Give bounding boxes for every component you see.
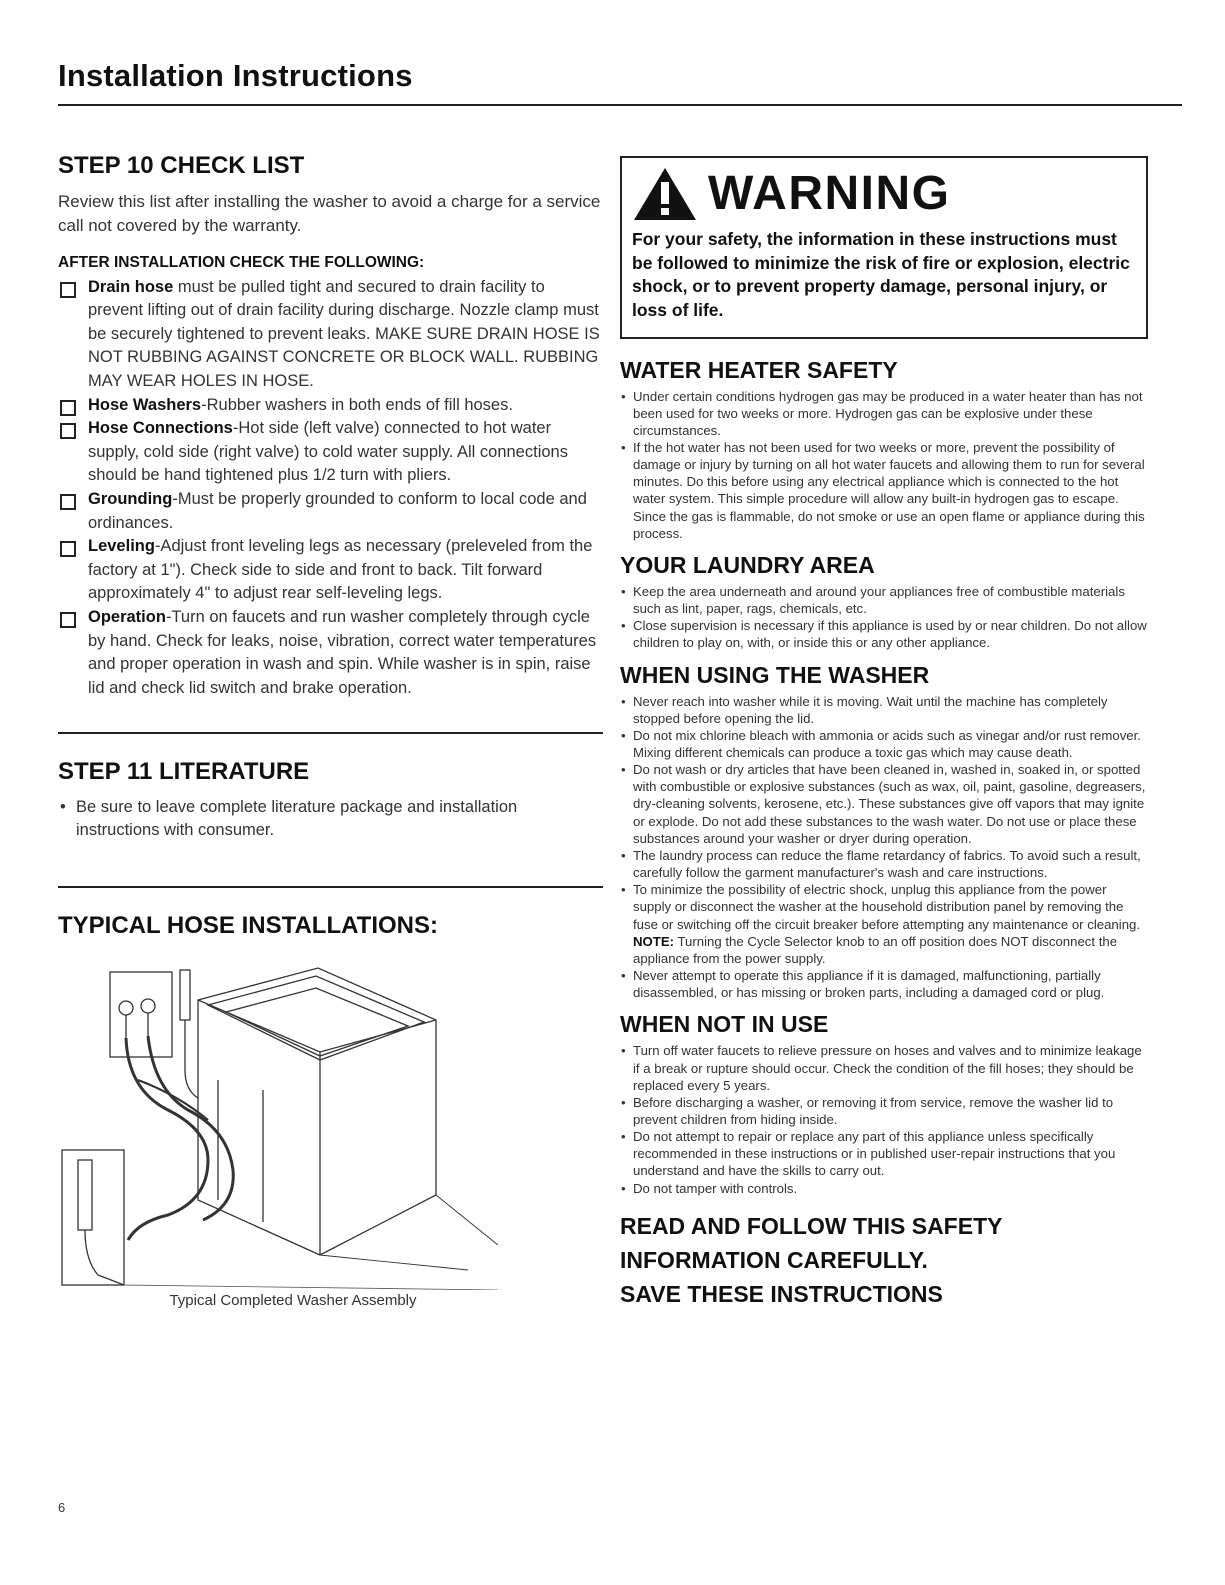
water-heater-heading: WATER HEATER SAFETY [620,356,898,383]
list-item: • Close supervision is necessary if this appliance is used by or near children. Do not allow children to play on, with, or inside this or any other appliance. [620,617,1148,651]
list-item: • If the hot water has not been used for two weeks or more, prevent the possibility of damage or injury by turning on all hot water faucets and allowing them to run for several minutes. Do this before using any electrical appliance which is connected to the hot water system. This simple procedure will allow any built-in hydrogen gas to escape. Since the gas is flammable, do not smoke or use an open flame or appliance during this process. [620,439,1148,542]
checklist [58,276,603,701]
checklist-item-text: -Hot side (left valve) connected to hot water supply, cold side (right valve) to cold water supply. All connections should be hand tightened plus 1/2 turn with pliers. [88,419,568,485]
closing-statement [620,1209,1148,1311]
list-item: • Never reach into washer while it is moving. Wait until the machine has completely stopped before opening the lid. [620,693,1148,727]
using-heading: WHEN USING THE WASHER [620,661,930,688]
checklist-item-title: Drain hose [88,277,174,296]
laundry-list [620,583,1148,652]
page-title: Installation Instructions [58,58,413,93]
checklist-item-title: Operation [88,607,166,626]
checkbox-icon[interactable] [60,423,76,439]
checklist-item-operation [58,606,603,700]
checklist-item-leveling [58,535,603,606]
checklist-item-hose-connections [58,417,603,488]
using-list [620,693,1148,1002]
not-in-use-list [620,1042,1148,1196]
hose-heading: TYPICAL HOSE INSTALLATIONS: [58,912,439,940]
warning-box [620,156,1148,339]
list-item: • Do not mix chlorine bleach with ammonia or acids such as vinegar and/or rust remover. Mixing different chemicals can produce a toxic gas which may cause death. [620,727,1148,761]
step10-subhead: AFTER INSTALLATION CHECK THE FOLLOWING: [58,253,425,271]
checklist-item-text: -Adjust front leveling legs as necessary (preleveled from the factory at 1"). Check side to side and front to back. Tilt forward approximately 4" to adjust rear self-leveling legs. [88,537,593,603]
checklist-item-hose-washers [58,394,603,418]
checklist-item-title: Leveling [88,537,155,556]
checklist-item-drain-hose [58,276,603,394]
checklist-item-text: -Rubber washers in both ends of fill hoses. [201,395,513,414]
list-item: • Be sure to leave complete literature package and installation instructions with consumer. [58,796,603,842]
closing-line: INFORMATION CAREFULLY. [620,1246,928,1273]
checkbox-icon[interactable] [60,494,76,510]
checkbox-icon[interactable] [60,282,76,298]
checklist-item-text: must be pulled tight and secured to drain facility to prevent lifting out of drain facility during discharge. Nozzle clamp must be securely tightened to prevent leaks. MAKE SURE DRAIN HOSE IS NOT RUBBING AGAINST CONCRETE OR BLOCK WALL. RUBBING MAY WEAR HOLES IN HOSE. [88,277,600,390]
laundry-heading: YOUR LAUNDRY AREA [620,551,875,578]
checklist-item-title: Grounding [88,489,173,508]
checklist-item-text: -Must be properly grounded to conform to local code and ordinances. [88,489,587,532]
list-item: • Under certain conditions hydrogen gas may be produced in a water heater than has not been used for two weeks or more. Hydrogen gas can be explosive under these circumstances. [620,388,1148,439]
page-header [58,58,1182,106]
step11-heading: STEP 11 LITERATURE [58,758,310,786]
section-divider [58,732,603,734]
list-item: • Do not attempt to repair or replace any part of this appliance unless specifically recommended in these instructions or in published user-repair instructions that you understand and have the skills to carry out. [620,1128,1148,1179]
shock-text: To minimize the possibility of electric shock, unplug this appliance from the power supply or disconnect the washer at the household distribution panel by removing the fuse or switching off the circuit breaker before attempting any maintenance or cleaning. [633,882,1141,932]
warning-text: For your safety, the information in these instructions must be followed to minimize the risk of fire or explosion, electric shock, or to prevent property damage, personal injury, or loss of life. [632,229,1130,320]
list-item: • Do not tamper with controls. [620,1180,1148,1197]
washer-assembly-illustration [58,960,498,1290]
checklist-item-title: Hose Washers [88,395,202,414]
note-text: Turning the Cycle Selector knob to an off position does NOT disconnect the appliance from the power supply. [633,933,1118,966]
page-number: 6 [58,1500,66,1515]
checkbox-icon[interactable] [60,612,76,628]
list-item: • Never attempt to operate this appliance if it is damaged, malfunctioning, partially disassembled, or has missing or broken parts, including a damaged cord or plug. [620,967,1148,1001]
closing-line: READ AND FOLLOW THIS SAFETY [620,1212,1003,1239]
checklist-item-title: Hose Connections [88,419,233,438]
list-item: • Keep the area underneath and around your appliances free of combustible materials such as lint, paper, rags, chemicals, etc. [620,583,1148,617]
water-heater-list [620,388,1148,542]
right-column [620,156,1148,1311]
step10-intro: Review this list after installing the washer to avoid a charge for a service call not covered by the warranty. [58,192,601,235]
closing-line: SAVE THESE INSTRUCTIONS [620,1280,943,1307]
list-item: • Do not wash or dry articles that have been cleaned in, washed in, soaked in, or spotted with combustible or explosive substances (such as wax, oil, paint, gasoline, degreasers, dry-cleaning solvents, kerosene, etc.). These substances give off vapors that may ignite or explode. Do not add these substances to the wash water. Do not use or place these substances around your washer or dryer during operation. [620,761,1148,847]
warning-title [632,166,1132,222]
checklist-item-text: -Turn on faucets and run washer completely through cycle by hand. Check for leaks, noise, vibration, correct water temperatures and proper operation in wash and spin. While washer is in spin, raise lid and check lid switch and brake operation. [88,607,597,697]
not-in-use-heading: WHEN NOT IN USE [620,1011,829,1038]
left-column [58,152,603,1309]
figure-caption: Typical Completed Washer Assembly [169,1292,417,1310]
step10-heading: STEP 10 CHECK LIST [58,152,305,179]
step11-list [58,796,603,842]
note-label: NOTE: [633,933,675,949]
warning-triangle-icon [632,166,698,222]
list-item-shock [620,881,1148,967]
section-divider [58,886,603,888]
warning-word: WARNING [708,167,951,220]
washer-drawing [58,960,498,1290]
checkbox-icon[interactable] [60,400,76,416]
list-item: • The laundry process can reduce the flame retardancy of fabrics. To avoid such a result, carefully follow the garment manufacturer's wash and care instructions. [620,847,1148,881]
list-item: • Before discharging a washer, or removing it from service, remove the washer lid to prevent children from hiding inside. [620,1094,1148,1128]
list-item: • Turn off water faucets to relieve pressure on hoses and valves and to minimize leakage if a break or rupture should occur. Check the condition of the fill hoses; they should be replaced every 5 years. [620,1042,1148,1093]
checklist-item-grounding [58,488,603,535]
checkbox-icon[interactable] [60,541,76,557]
